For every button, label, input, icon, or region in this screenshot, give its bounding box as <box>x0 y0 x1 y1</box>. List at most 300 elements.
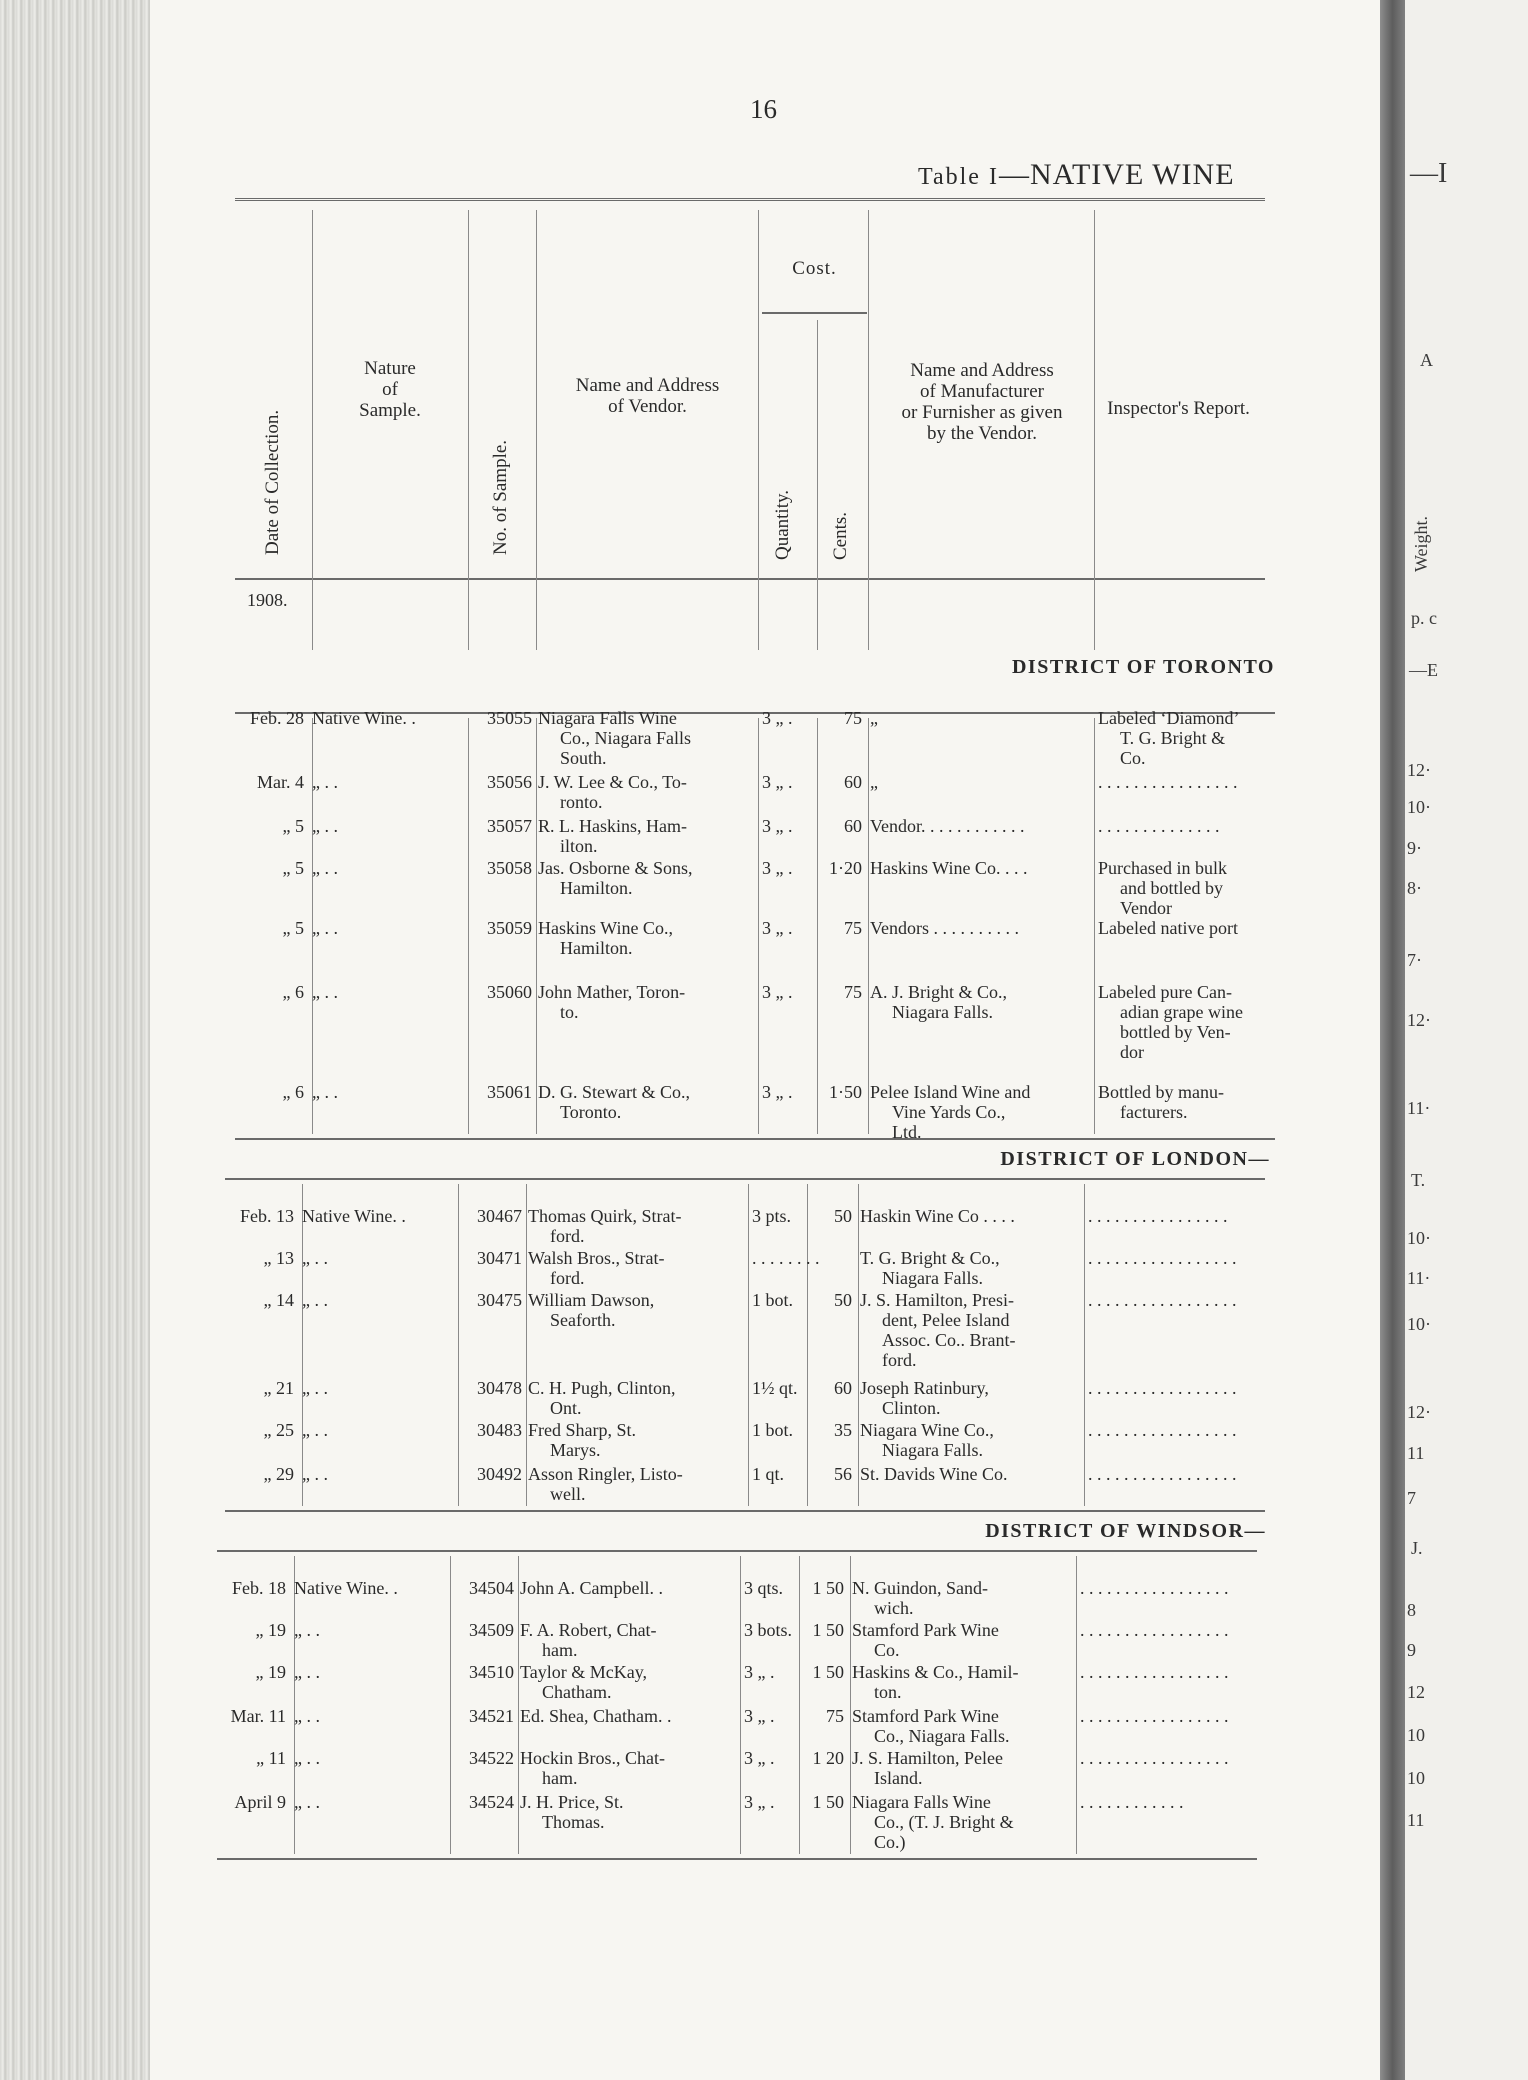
cell-vendor-line: R. L. Haskins, Ham- <box>538 816 687 836</box>
header-date: Date of Collection. <box>262 409 283 555</box>
cell-manufacturer-line: Joseph Ratinbury, <box>860 1378 989 1398</box>
col-divider <box>740 1556 741 1854</box>
col-divider <box>536 718 537 1134</box>
cell-manufacturer-line: „ <box>870 772 878 792</box>
cell-nature: „ . . <box>302 1464 328 1484</box>
col-divider <box>468 210 469 650</box>
cell-inspector-report-line: . . . . . . . . . . . . . . . . <box>1088 1206 1228 1226</box>
cell-vendor-line: ham. <box>542 1640 578 1660</box>
cell-vendor-line: Thomas. <box>542 1812 605 1832</box>
edge-text: —E <box>1409 660 1438 680</box>
cell-quantity: 3 „ . <box>762 918 793 938</box>
cell-sample-number: 35058 <box>487 858 532 878</box>
cell-manufacturer <box>860 1464 1084 1484</box>
cell-date: Feb. 18 <box>232 1578 286 1598</box>
cell-nature: „ . . <box>312 858 338 878</box>
cell-manufacturer <box>852 1792 1076 1852</box>
cell-vendor-line: F. A. Robert, Chat- <box>520 1620 657 1640</box>
cell-manufacturer <box>852 1706 1076 1746</box>
edge-value: 12· <box>1407 1402 1431 1422</box>
header-nature-line: Sample. <box>359 400 421 421</box>
col-divider <box>312 210 313 650</box>
cell-vendor-line: ilton. <box>560 836 598 856</box>
cell-inspector-report-line: . . . . . . . . . . . . . . . . . <box>1088 1290 1237 1310</box>
header-sample-number: No. of Sample. <box>490 439 511 555</box>
cell-vendor-line: to. <box>560 1002 579 1022</box>
col-divider <box>799 1556 800 1854</box>
header-vendor-line: Name and Address <box>575 375 720 396</box>
cell-sample-number: 30467 <box>477 1206 522 1226</box>
cell-date: Feb. 28 <box>250 708 304 728</box>
cell-manufacturer-line: J. S. Hamilton, Presi- <box>860 1290 1015 1310</box>
cell-vendor-line: Walsh Bros., Strat- <box>528 1248 665 1268</box>
col-divider <box>1094 210 1095 650</box>
cell-inspector-report-line: Vendor <box>1120 898 1172 918</box>
cell-vendor-line: C. H. Pugh, Clinton, <box>528 1378 676 1398</box>
cell-inspector-report <box>1098 708 1270 768</box>
table-title-main: —NATIVE WINE <box>998 158 1235 191</box>
cell-vendor <box>528 1464 748 1504</box>
header-nature-line: of <box>382 379 398 400</box>
cell-date: „ 5 <box>282 918 304 938</box>
edge-value: 10 <box>1407 1768 1425 1788</box>
facing-page-content <box>1405 0 1528 2080</box>
cell-manufacturer-line: wich. <box>874 1598 914 1618</box>
header-manufacturer <box>870 360 1094 444</box>
cell-cents: 1·20 <box>829 858 862 878</box>
cell-inspector-report-line: bottled by Ven- <box>1120 1022 1231 1042</box>
edge-value: 9· <box>1407 838 1422 858</box>
cell-manufacturer-line: ford. <box>882 1350 917 1370</box>
cell-quantity: . . . . . . . . <box>752 1248 820 1268</box>
cell-manufacturer <box>870 918 1094 938</box>
edge-text: Weight. <box>1411 515 1431 572</box>
cell-manufacturer <box>852 1578 1076 1618</box>
cell-manufacturer-line: Ltd. <box>892 1122 922 1142</box>
cell-manufacturer-line: dent, Pelee Island <box>882 1310 1010 1330</box>
book-page-edges <box>0 0 150 2080</box>
header-maker-line: by the Vendor. <box>927 423 1037 444</box>
cell-inspector-report <box>1098 982 1270 1062</box>
cell-inspector-report <box>1088 1290 1260 1310</box>
cell-manufacturer-line: Haskins & Co., Hamil- <box>852 1662 1019 1682</box>
cell-vendor-line: Hamilton. <box>560 938 633 958</box>
edge-value: T. <box>1411 1170 1426 1190</box>
cell-sample-number: 30475 <box>477 1290 522 1310</box>
col-divider <box>748 1184 749 1506</box>
cell-inspector-report-line: . . . . . . . . . . . . . . . . <box>1098 772 1238 792</box>
cell-vendor-line: Asson Ringler, Listo- <box>528 1464 683 1484</box>
cell-quantity: 3 „ . <box>744 1706 775 1726</box>
cell-vendor <box>528 1290 748 1330</box>
edge-text: —I <box>1410 158 1448 189</box>
cell-vendor <box>538 708 758 768</box>
cell-date: Mar. 11 <box>230 1706 286 1726</box>
cell-quantity: 3 bots. <box>744 1620 793 1640</box>
cell-nature: „ . . <box>312 772 338 792</box>
header-cents: Cents. <box>830 511 851 560</box>
cell-cents: 35 <box>834 1420 852 1440</box>
cell-inspector-report <box>1080 1578 1252 1598</box>
cell-vendor-line: Taylor & McKay, <box>520 1662 648 1682</box>
cell-vendor <box>538 816 758 856</box>
cell-manufacturer <box>852 1662 1076 1702</box>
cell-cents: 75 <box>844 708 862 728</box>
cell-manufacturer <box>870 772 1094 792</box>
cell-vendor-line: Toronto. <box>560 1102 622 1122</box>
edge-value: 11 <box>1407 1443 1425 1463</box>
cell-inspector-report-line: . . . . . . . . . . . . . . . . . <box>1088 1378 1237 1398</box>
cell-vendor-line: ham. <box>542 1768 578 1788</box>
header-vendor <box>540 375 755 417</box>
edge-value: 10· <box>1407 1228 1431 1248</box>
cell-vendor-line: John A. Campbell. . <box>520 1578 663 1598</box>
edge-value: 11 <box>1407 1810 1425 1830</box>
cell-nature: Native Wine. . <box>312 708 416 728</box>
edge-value: 9 <box>1407 1640 1416 1660</box>
cell-vendor <box>528 1378 748 1418</box>
col-divider <box>868 718 869 1134</box>
cell-inspector-report-line: Purchased in bulk <box>1098 858 1227 878</box>
col-divider <box>518 1556 519 1854</box>
cell-nature: „ . . <box>302 1248 328 1268</box>
cell-nature: Native Wine. . <box>302 1206 406 1226</box>
header-nature-line: Nature <box>364 358 416 379</box>
header-quantity: Quantity. <box>772 489 793 560</box>
cell-inspector-report-line: . . . . . . . . . . . . . . . . . <box>1080 1706 1229 1726</box>
cell-inspector-report <box>1080 1662 1252 1682</box>
cell-vendor-line: John Mather, Toron- <box>538 982 686 1002</box>
cell-date: „ 11 <box>256 1748 286 1768</box>
cell-cents: 50 <box>834 1206 852 1226</box>
cell-sample-number: 30471 <box>477 1248 522 1268</box>
cell-inspector-report-line: and bottled by <box>1120 878 1223 898</box>
cell-manufacturer-line: Niagara Wine Co., <box>860 1420 994 1440</box>
col-divider <box>468 718 469 1134</box>
cell-quantity: 3 qts. <box>744 1578 784 1598</box>
cell-inspector-report-line: . . . . . . . . . . . . . . . . . <box>1088 1464 1237 1484</box>
header-maker-line: of Manufacturer <box>920 381 1044 402</box>
edge-value: 10 <box>1407 1725 1425 1745</box>
cell-manufacturer-line: Co.) <box>874 1832 906 1852</box>
cell-inspector-report <box>1098 918 1270 938</box>
cell-manufacturer-line: Haskins Wine Co. . . . <box>870 858 1028 878</box>
cell-inspector-report <box>1098 816 1270 836</box>
cell-quantity: 3 „ . <box>762 1082 793 1102</box>
cell-inspector-report <box>1080 1706 1252 1726</box>
cell-cents: 50 <box>834 1290 852 1310</box>
cell-manufacturer <box>860 1206 1084 1226</box>
cell-date: „ 21 <box>263 1378 294 1398</box>
cell-inspector-report <box>1088 1248 1260 1268</box>
cell-manufacturer-line: St. Davids Wine Co. <box>860 1464 1008 1484</box>
cell-cents: 60 <box>834 1378 852 1398</box>
cell-vendor-line: Hockin Bros., Chat- <box>520 1748 665 1768</box>
cell-sample-number: 30478 <box>477 1378 522 1398</box>
cell-cents: 1 50 <box>812 1662 844 1682</box>
cell-cents: 56 <box>834 1464 852 1484</box>
edge-value: 12 <box>1407 1682 1425 1702</box>
header-top-rule <box>235 198 1265 203</box>
col-divider <box>1076 1556 1077 1854</box>
col-divider <box>526 1184 527 1506</box>
header-inspector-report: Inspector's Report. <box>1107 398 1250 419</box>
cell-vendor-line: Haskins Wine Co., <box>538 918 673 938</box>
cell-manufacturer-line: „ <box>870 708 878 728</box>
table-title <box>918 158 1235 192</box>
cell-vendor <box>520 1578 740 1598</box>
cell-quantity: 3 „ . <box>762 982 793 1002</box>
cell-manufacturer <box>860 1378 1084 1418</box>
col-divider <box>536 210 537 650</box>
cell-sample-number: 35055 <box>487 708 532 728</box>
cell-date: April 9 <box>234 1792 286 1812</box>
cell-nature: „ . . <box>294 1706 320 1726</box>
cell-vendor <box>538 918 758 958</box>
cell-manufacturer <box>860 1290 1084 1370</box>
cell-inspector-report-line: adian grape wine <box>1120 1002 1243 1022</box>
cell-manufacturer-line: Stamford Park Wine <box>852 1706 999 1726</box>
cell-cents: 1 20 <box>812 1748 844 1768</box>
district-end-rule <box>217 1858 1257 1860</box>
cell-inspector-report <box>1088 1206 1260 1226</box>
cell-quantity: 3 „ . <box>762 708 793 728</box>
district-heading: DISTRICT OF WINDSOR— <box>985 1520 1266 1542</box>
cell-manufacturer-line: Niagara Falls Wine <box>852 1792 991 1812</box>
cell-inspector-report-line: facturers. <box>1120 1102 1188 1122</box>
header-cost: Cost. <box>792 258 837 279</box>
cell-sample-number: 34524 <box>469 1792 514 1812</box>
cell-vendor-line: Hamilton. <box>560 878 633 898</box>
col-divider <box>817 320 818 650</box>
cell-manufacturer-line: Niagara Falls. <box>882 1440 983 1460</box>
cell-nature: „ . . <box>312 918 338 938</box>
col-divider <box>458 1184 459 1506</box>
cell-manufacturer-line: T. G. Bright & Co., <box>860 1248 1000 1268</box>
cell-cents: 75 <box>826 1706 844 1726</box>
cell-inspector-report-line: dor <box>1120 1042 1144 1062</box>
cell-quantity: 3 „ . <box>762 816 793 836</box>
cell-quantity: 1 qt. <box>752 1464 785 1484</box>
cell-cents: 75 <box>844 918 862 938</box>
cell-inspector-report <box>1080 1792 1252 1812</box>
cell-nature: „ . . <box>294 1748 320 1768</box>
cell-manufacturer <box>860 1420 1084 1460</box>
cell-nature: „ . . <box>302 1378 328 1398</box>
cell-manufacturer-line: Co. <box>874 1640 900 1660</box>
cell-vendor-line: Marys. <box>550 1440 601 1460</box>
cell-inspector-report <box>1088 1464 1260 1484</box>
cell-manufacturer <box>852 1620 1076 1660</box>
edge-value: 11· <box>1407 1268 1431 1288</box>
cell-manufacturer-line: N. Guindon, Sand- <box>852 1578 988 1598</box>
cell-date: „ 25 <box>263 1420 294 1440</box>
col-divider <box>450 1556 451 1854</box>
cell-vendor-line: D. G. Stewart & Co., <box>538 1082 690 1102</box>
cell-sample-number: 35060 <box>487 982 532 1002</box>
header-maker-line: or Furnisher as given <box>901 402 1063 423</box>
edge-text: p. c <box>1411 608 1437 628</box>
cell-inspector-report <box>1098 1082 1270 1122</box>
cell-manufacturer-line: A. J. Bright & Co., <box>870 982 1008 1002</box>
edge-value: 10· <box>1407 1314 1431 1334</box>
district-end-rule <box>235 1138 1275 1140</box>
header-vendor-line: of Vendor. <box>608 396 687 417</box>
cell-manufacturer-line: Co., (T. J. Bright & <box>874 1812 1014 1832</box>
cell-vendor <box>538 772 758 812</box>
cell-sample-number: 34509 <box>469 1620 514 1640</box>
cell-vendor <box>520 1662 740 1702</box>
cell-manufacturer-line: J. S. Hamilton, Pelee <box>852 1748 1003 1768</box>
cell-vendor <box>538 858 758 898</box>
cell-inspector-report-line: T. G. Bright & <box>1120 728 1226 748</box>
cell-nature: „ . . <box>294 1662 320 1682</box>
cell-vendor-line: well. <box>550 1484 586 1504</box>
cell-manufacturer-line: Clinton. <box>882 1398 941 1418</box>
cell-manufacturer <box>870 708 1094 728</box>
cell-cents: 60 <box>844 816 862 836</box>
cell-manufacturer-line: Pelee Island Wine and <box>870 1082 1031 1102</box>
header-nature <box>320 358 460 421</box>
cell-vendor-line: Fred Sharp, St. <box>528 1420 636 1440</box>
cell-vendor-line: Co., Niagara Falls <box>560 728 691 748</box>
cell-date: „ 6 <box>282 1082 304 1102</box>
cell-sample-number: 35061 <box>487 1082 532 1102</box>
book-gutter <box>1380 0 1405 2080</box>
cell-vendor <box>520 1792 740 1832</box>
col-divider <box>302 1184 303 1506</box>
document-page <box>150 0 1380 2080</box>
cell-inspector-report-line: Bottled by manu- <box>1098 1082 1224 1102</box>
cell-vendor <box>520 1706 740 1726</box>
cell-manufacturer <box>852 1748 1076 1788</box>
cell-inspector-report-line: . . . . . . . . . . . . . . <box>1098 816 1220 836</box>
cell-inspector-report <box>1088 1378 1260 1398</box>
cell-vendor <box>538 1082 758 1122</box>
cell-sample-number: 34521 <box>469 1706 514 1726</box>
cell-quantity: 3 „ . <box>762 772 793 792</box>
cell-nature: „ . . <box>312 1082 338 1102</box>
cell-nature: „ . . <box>294 1620 320 1640</box>
cell-date: „ 19 <box>255 1620 286 1640</box>
cell-sample-number: 30483 <box>477 1420 522 1440</box>
district-heading: DISTRICT OF TORONTO <box>1011 656 1275 678</box>
cell-vendor-line: ford. <box>550 1226 585 1246</box>
cell-inspector-report <box>1098 772 1270 792</box>
cell-nature: „ . . <box>312 982 338 1002</box>
col-divider <box>850 1556 851 1854</box>
col-divider <box>868 210 869 650</box>
cell-sample-number: 34522 <box>469 1748 514 1768</box>
cell-inspector-report-line: . . . . . . . . . . . . . . . . . <box>1088 1248 1237 1268</box>
cell-vendor-line: J. W. Lee & Co., To- <box>538 772 687 792</box>
cell-nature: „ . . <box>302 1290 328 1310</box>
cell-inspector-report-line: . . . . . . . . . . . . . . . . . <box>1080 1662 1229 1682</box>
cell-date: „ 13 <box>263 1248 294 1268</box>
cell-date: „ 14 <box>263 1290 294 1310</box>
cell-date: Feb. 13 <box>240 1206 294 1226</box>
cell-quantity: 3 „ . <box>744 1748 775 1768</box>
cell-cents: 60 <box>844 772 862 792</box>
cell-vendor-line: J. H. Price, St. <box>520 1792 624 1812</box>
col-divider <box>1094 718 1095 1134</box>
cell-inspector-report-line: . . . . . . . . . . . . . . . . . <box>1080 1620 1229 1640</box>
edge-value: J. <box>1411 1538 1423 1558</box>
cell-manufacturer <box>870 816 1094 836</box>
cell-nature: „ . . <box>312 816 338 836</box>
cell-vendor <box>538 982 758 1022</box>
col-divider <box>758 718 759 1134</box>
cell-manufacturer-line: Vine Yards Co., <box>892 1102 1006 1122</box>
header-maker-line: Name and Address <box>910 360 1054 381</box>
cell-manufacturer <box>870 1082 1094 1142</box>
district-end-rule <box>225 1510 1265 1512</box>
edge-value: 10· <box>1407 797 1431 817</box>
district-rule <box>217 1550 1257 1552</box>
cell-cents: 1 50 <box>812 1792 844 1812</box>
cell-vendor-line: Seaforth. <box>550 1310 616 1330</box>
cell-vendor-line: Chatham. <box>542 1682 612 1702</box>
cell-inspector-report-line: . . . . . . . . . . . . <box>1080 1792 1184 1812</box>
cell-date: „ 19 <box>255 1662 286 1682</box>
cell-vendor-line: Ont. <box>550 1398 582 1418</box>
cell-vendor <box>528 1420 748 1460</box>
cell-sample-number: 35057 <box>487 816 532 836</box>
cell-manufacturer-line: Co., Niagara Falls. <box>874 1726 1010 1746</box>
cell-manufacturer <box>870 858 1094 878</box>
cell-manufacturer-line: ton. <box>874 1682 902 1702</box>
cell-sample-number: 30492 <box>477 1464 522 1484</box>
cell-manufacturer-line: Niagara Falls. <box>882 1268 983 1288</box>
cell-vendor <box>528 1206 748 1246</box>
cell-date: Mar. 4 <box>257 772 304 792</box>
cell-manufacturer-line: Haskin Wine Co . . . . <box>860 1206 1015 1226</box>
cell-quantity: 1 bot. <box>752 1420 794 1440</box>
cell-quantity: 3 „ . <box>744 1792 775 1812</box>
col-divider <box>807 1184 808 1506</box>
edge-value: 7· <box>1407 950 1422 970</box>
cell-vendor <box>520 1748 740 1788</box>
cell-inspector-report-line: Labeled native port <box>1098 918 1238 938</box>
cell-sample-number: 35056 <box>487 772 532 792</box>
page-number: 16 <box>750 94 777 124</box>
cell-sample-number: 34510 <box>469 1662 514 1682</box>
cell-manufacturer <box>870 982 1094 1022</box>
edge-value: 8 <box>1407 1600 1416 1620</box>
district-heading: DISTRICT OF LONDON— <box>1000 1148 1270 1170</box>
cell-inspector-report <box>1080 1620 1252 1640</box>
cell-inspector-report-line: . . . . . . . . . . . . . . . . . <box>1080 1748 1229 1768</box>
cell-quantity: 3 „ . <box>762 858 793 878</box>
cell-inspector-report <box>1088 1420 1260 1440</box>
year-label: 1908. <box>247 590 288 610</box>
cell-nature: Native Wine. . <box>294 1578 398 1598</box>
cell-manufacturer-line: Island. <box>874 1768 923 1788</box>
cell-date: „ 5 <box>282 816 304 836</box>
edge-value: 11· <box>1407 1098 1431 1118</box>
cell-vendor-line: South. <box>560 748 607 768</box>
cell-vendor <box>520 1620 740 1660</box>
cell-nature: „ . . <box>294 1792 320 1812</box>
cell-date: „ 5 <box>282 858 304 878</box>
header-bottom-rule <box>235 578 1265 580</box>
cell-manufacturer-line: Assoc. Co.. Brant- <box>882 1330 1016 1350</box>
cell-quantity: 3 „ . <box>744 1662 775 1682</box>
cell-inspector-report-line: . . . . . . . . . . . . . . . . . <box>1080 1578 1229 1598</box>
edge-value: 12· <box>1407 760 1431 780</box>
edge-value: 12· <box>1407 1010 1431 1030</box>
cell-manufacturer-line: Vendors . . . . . . . . . . <box>870 918 1019 938</box>
